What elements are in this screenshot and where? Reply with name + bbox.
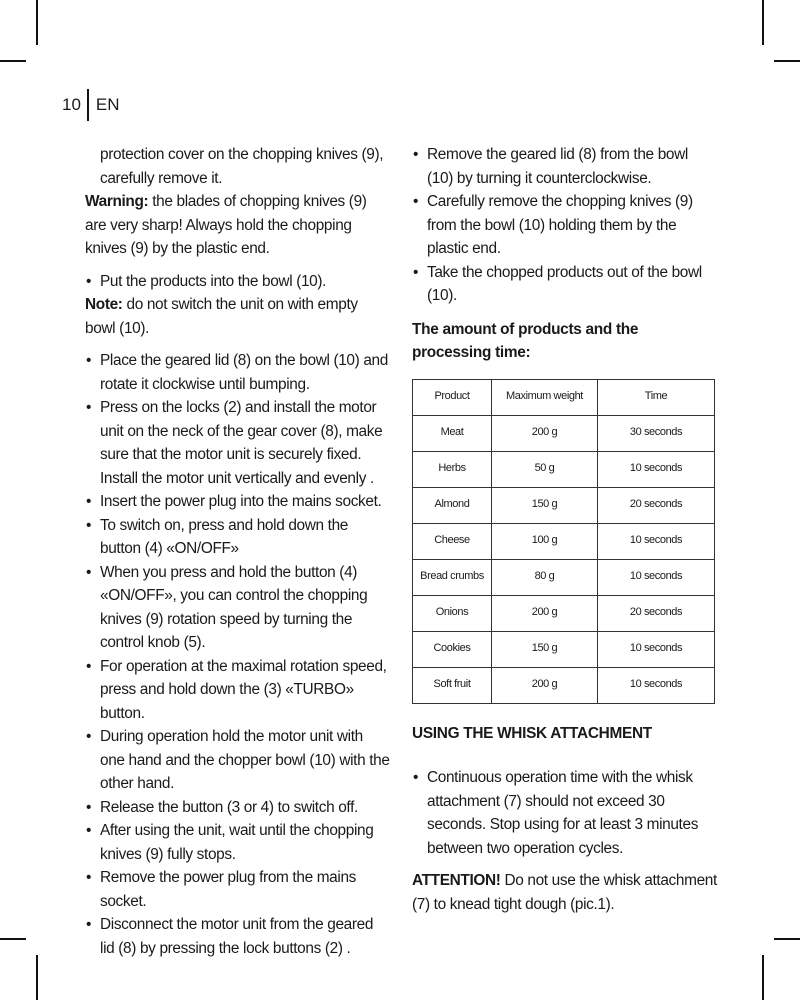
attention-paragraph <box>412 869 717 916</box>
bullet-icon: • <box>413 263 419 281</box>
table-title: The amount of products and the processing time: <box>412 320 639 361</box>
bullet-list-b <box>85 349 390 960</box>
table-header-cell: Maximum weight <box>492 379 598 415</box>
list-item-text: Carefully remove the chopping knives (9) from the bowl (10) holding them by the plastic end. <box>427 193 693 257</box>
list-item-text: Continuous operation time with the whisk attachment (7) should not exceed 30 seconds. Stop using for at least 3 minutes between two operation cycles. <box>427 769 699 857</box>
list-item-text: After using the unit, wait until the chopping knives (9) fully stops. <box>100 822 374 863</box>
warning-label: Warning: <box>85 193 149 210</box>
list-item-text: Place the geared lid (8) on the bowl (10) and rotate it clockwise until bumping. <box>100 352 388 393</box>
warning-text: the blades of chopping knives (9) are very sharp! Always hold the chopping knives (9) by the plastic end. <box>85 193 367 257</box>
crop-mark-top-right-h <box>774 60 800 62</box>
bullet-icon: • <box>86 728 92 745</box>
table-cell: Almond <box>413 487 492 523</box>
page-header <box>62 88 120 122</box>
bullet-icon: • <box>86 516 92 534</box>
table-row <box>413 451 715 487</box>
list-item-text: Put the products into the bowl (10). <box>100 272 327 290</box>
table-cell: 10 seconds <box>598 667 715 703</box>
list-item-text: To switch on, press and hold down the button (4) «ON/OFF» <box>100 516 348 557</box>
list-item <box>85 349 390 396</box>
table-header-cell: Time <box>598 379 715 415</box>
table-cell: 10 seconds <box>598 451 715 487</box>
table-cell: 200 g <box>492 667 598 703</box>
list-item-text: Disconnect the motor unit from the geared lid (8) by pressing the lock buttons (2) . <box>100 916 374 957</box>
table-cell: 100 g <box>492 523 598 559</box>
bullet-icon: • <box>86 916 92 933</box>
crop-mark-bottom-left-v <box>36 955 38 1000</box>
list-item <box>85 490 390 514</box>
left-column <box>85 143 390 960</box>
list-item <box>412 766 717 860</box>
list-item <box>85 514 390 561</box>
table-cell: 150 g <box>492 487 598 523</box>
crop-mark-bottom-right-v <box>762 955 764 1000</box>
table-cell: Cheese <box>413 523 492 559</box>
note-paragraph <box>85 293 390 340</box>
table-cell: 10 seconds <box>598 523 715 559</box>
list-item <box>85 796 390 820</box>
intro-continuation: protection cover on the chopping knives (9), carefully remove it. <box>100 146 384 187</box>
list-item <box>85 270 390 294</box>
list-item-text: When you press and hold the button (4) «ON/OFF», you can control the chopping knives (9) rotation speed by turning the control knob (5). <box>100 563 368 651</box>
table-row <box>413 559 715 595</box>
list-item-text: Press on the locks (2) and install the motor unit on the neck of the gear cover (8), make sure that the motor unit is securely fixed. Install the motor unit vertically and evenly . <box>100 399 383 487</box>
list-item-text: For operation at the maximal rotation speed, press and hold down the (3) «TURBO» button. <box>100 657 387 722</box>
page-number: 10 <box>62 95 81 114</box>
bullet-icon: • <box>86 352 92 369</box>
list-item <box>412 143 717 190</box>
table-cell: 80 g <box>492 559 598 595</box>
list-item-text: During operation hold the motor unit with one hand and the chopper bowl (10) with the other hand. <box>100 728 390 792</box>
table-cell: 200 g <box>492 595 598 631</box>
table-cell: Meat <box>413 415 492 451</box>
note-label: Note: <box>85 296 123 313</box>
list-item <box>85 561 390 655</box>
crop-mark-bottom-left-h <box>0 938 26 940</box>
list-item <box>412 190 717 261</box>
bullet-icon: • <box>413 193 419 210</box>
table-cell: 10 seconds <box>598 631 715 667</box>
table-cell: Cookies <box>413 631 492 667</box>
table-cell: 150 g <box>492 631 598 667</box>
note-text: do not switch the unit on with empty bowl (10). <box>85 296 358 337</box>
crop-mark-bottom-right-h <box>774 938 800 940</box>
table-row <box>413 667 715 703</box>
list-item-text: Remove the power plug from the mains socket. <box>100 869 357 910</box>
crop-mark-top-right-v <box>762 0 764 45</box>
bullet-list-whisk <box>412 766 717 860</box>
attention-text: Do not use the whisk attachment (7) to knead tight dough (pic.1). <box>412 872 717 913</box>
bullet-icon: • <box>413 146 419 163</box>
bullet-icon: • <box>413 769 419 787</box>
bullet-icon: • <box>86 272 92 290</box>
bullet-icon: • <box>86 657 92 675</box>
bullet-list-a <box>85 270 390 294</box>
list-item-text: Remove the geared lid (8) from the bowl (10) by turning it counterclockwise. <box>427 146 688 187</box>
table-cell: 20 seconds <box>598 487 715 523</box>
list-item <box>412 261 717 308</box>
list-item <box>85 866 390 913</box>
table-cell: Soft fruit <box>413 667 492 703</box>
warning-paragraph <box>85 190 390 261</box>
list-item <box>85 396 390 490</box>
bullet-list-right <box>412 143 717 308</box>
bullet-icon: • <box>86 399 92 416</box>
bullet-icon: • <box>86 822 92 839</box>
bullet-icon: • <box>86 798 92 816</box>
bullet-icon: • <box>86 869 92 886</box>
table-cell: 200 g <box>492 415 598 451</box>
list-item <box>85 819 390 866</box>
table-cell: Onions <box>413 595 492 631</box>
list-item-text: Insert the power plug into the mains socket. <box>100 493 382 510</box>
table-header-row <box>413 379 715 415</box>
section-title: USING THE WHISK ATTACHMENT <box>412 724 652 742</box>
list-item <box>85 655 390 726</box>
table-cell: 10 seconds <box>598 559 715 595</box>
list-item-text: Take the chopped products out of the bowl (10). <box>427 263 702 304</box>
table-cell: 20 seconds <box>598 595 715 631</box>
list-item-text: Release the button (3 or 4) to switch off. <box>100 798 358 816</box>
table-row <box>413 595 715 631</box>
table-row <box>413 523 715 559</box>
table-row <box>413 487 715 523</box>
list-item <box>85 913 390 960</box>
crop-mark-top-left-v <box>36 0 38 45</box>
right-column <box>412 143 717 916</box>
table-cell: 50 g <box>492 451 598 487</box>
table-cell: 30 seconds <box>598 415 715 451</box>
bullet-icon: • <box>86 563 92 581</box>
attention-label: ATTENTION! <box>412 872 501 890</box>
table-cell: Herbs <box>413 451 492 487</box>
processing-table <box>412 379 715 704</box>
table-header-cell: Product <box>413 379 492 415</box>
header-divider <box>87 89 89 121</box>
language-label: EN <box>95 95 120 114</box>
crop-mark-top-left-h <box>0 60 26 62</box>
list-item <box>85 725 390 796</box>
table-row <box>413 415 715 451</box>
table-cell: Bread crumbs <box>413 559 492 595</box>
table-row <box>413 631 715 667</box>
bullet-icon: • <box>86 493 92 510</box>
